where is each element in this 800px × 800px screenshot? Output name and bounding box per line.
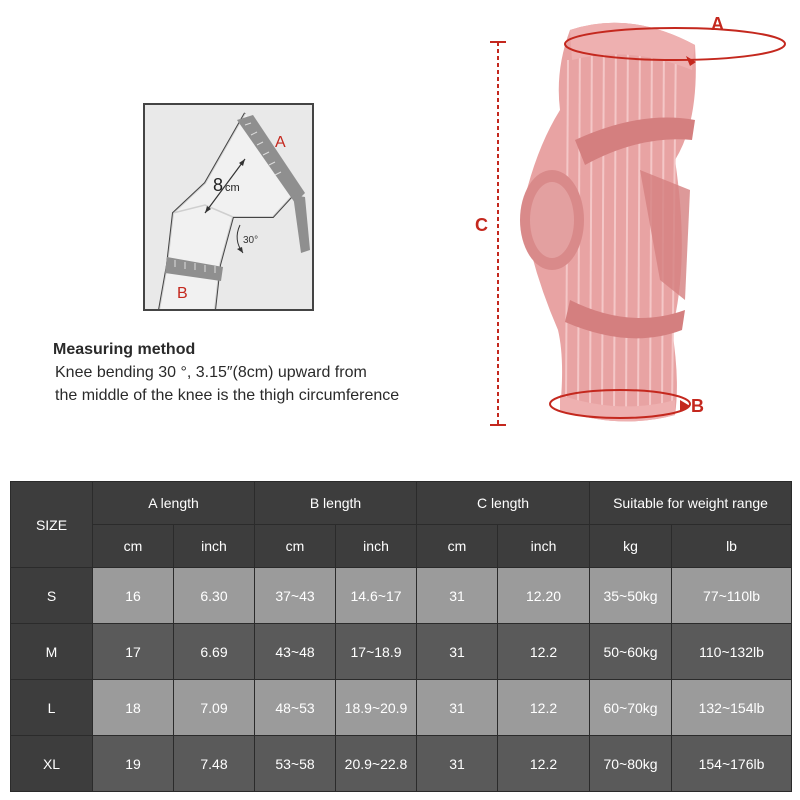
- table-row: [11, 680, 792, 736]
- diagram-angle: 30°: [243, 235, 259, 246]
- knee-sleeve-image: [460, 0, 800, 440]
- table-cell: 31: [417, 680, 498, 736]
- table-cell: 16: [93, 568, 174, 624]
- table-cell: 17: [93, 624, 174, 680]
- table-cell: 35~50kg: [590, 568, 672, 624]
- table-cell: 50~60kg: [590, 624, 672, 680]
- table-row: [11, 624, 792, 680]
- size-cell: L: [11, 680, 93, 736]
- subheader-cell: inch: [498, 525, 590, 568]
- length-label-C: C: [475, 215, 488, 235]
- table-cell: 7.09: [174, 680, 255, 736]
- subheader-cell: lb: [672, 525, 792, 568]
- table-cell: 12.2: [498, 624, 590, 680]
- circumference-label-B: B: [691, 396, 704, 416]
- table-cell: 14.6~17: [336, 568, 417, 624]
- size-column-header: SIZE: [11, 482, 93, 568]
- measuring-diagram: [143, 103, 314, 311]
- subheader-cell: inch: [174, 525, 255, 568]
- diagram-label-B: B: [177, 285, 188, 302]
- table-cell: 132~154lb: [672, 680, 792, 736]
- group-header-a-length: A length: [93, 482, 255, 525]
- table-cell: 19: [93, 736, 174, 792]
- group-header-c-length: C length: [417, 482, 590, 525]
- subheader-cell: inch: [336, 525, 417, 568]
- group-header-b-length: B length: [255, 482, 417, 525]
- table-cell: 60~70kg: [590, 680, 672, 736]
- group-header-weight-range: Suitable for weight range: [590, 482, 792, 525]
- table-cell: 17~18.9: [336, 624, 417, 680]
- table-cell: 6.69: [174, 624, 255, 680]
- table-cell: 31: [417, 624, 498, 680]
- table-cell: 77~110lb: [672, 568, 792, 624]
- table-cell: 6.30: [174, 568, 255, 624]
- table-cell: 7.48: [174, 736, 255, 792]
- size-chart-table: [10, 481, 792, 792]
- table-row: [11, 736, 792, 792]
- measuring-method-line-2: the middle of the knee is the thigh circumference: [55, 387, 400, 404]
- subheader-cell: cm: [255, 525, 336, 568]
- diagram-distance: 8: [213, 175, 224, 195]
- subheader-cell: cm: [417, 525, 498, 568]
- measuring-method: [53, 341, 493, 407]
- diagram-label-A: A: [275, 134, 286, 151]
- subheader-cell: kg: [590, 525, 672, 568]
- subheader-cell: cm: [93, 525, 174, 568]
- table-cell: 43~48: [255, 624, 336, 680]
- table-cell: 31: [417, 736, 498, 792]
- size-cell: M: [11, 624, 93, 680]
- table-cell: 12.2: [498, 680, 590, 736]
- circumference-label-A: A: [711, 14, 724, 34]
- table-cell: 18.9~20.9: [336, 680, 417, 736]
- diagram-distance-unit: cm: [225, 182, 240, 194]
- size-cell: XL: [11, 736, 93, 792]
- table-cell: 110~132lb: [672, 624, 792, 680]
- knee-sleeve-illustration: [460, 0, 800, 440]
- table-cell: 37~43: [255, 568, 336, 624]
- measuring-method-title: Measuring method: [53, 341, 196, 358]
- table-cell: 53~58: [255, 736, 336, 792]
- table-cell: 18: [93, 680, 174, 736]
- knee-measure-illustration: [145, 105, 314, 311]
- measuring-method-line-1: Knee bending 30 °, 3.15″(8cm) upward from: [55, 364, 367, 381]
- table-cell: 20.9~22.8: [336, 736, 417, 792]
- table-cell: 154~176lb: [672, 736, 792, 792]
- table-row: [11, 568, 792, 624]
- table-cell: 31: [417, 568, 498, 624]
- table-cell: 12.2: [498, 736, 590, 792]
- table-cell: 48~53: [255, 680, 336, 736]
- size-cell: S: [11, 568, 93, 624]
- table-cell: 12.20: [498, 568, 590, 624]
- table-cell: 70~80kg: [590, 736, 672, 792]
